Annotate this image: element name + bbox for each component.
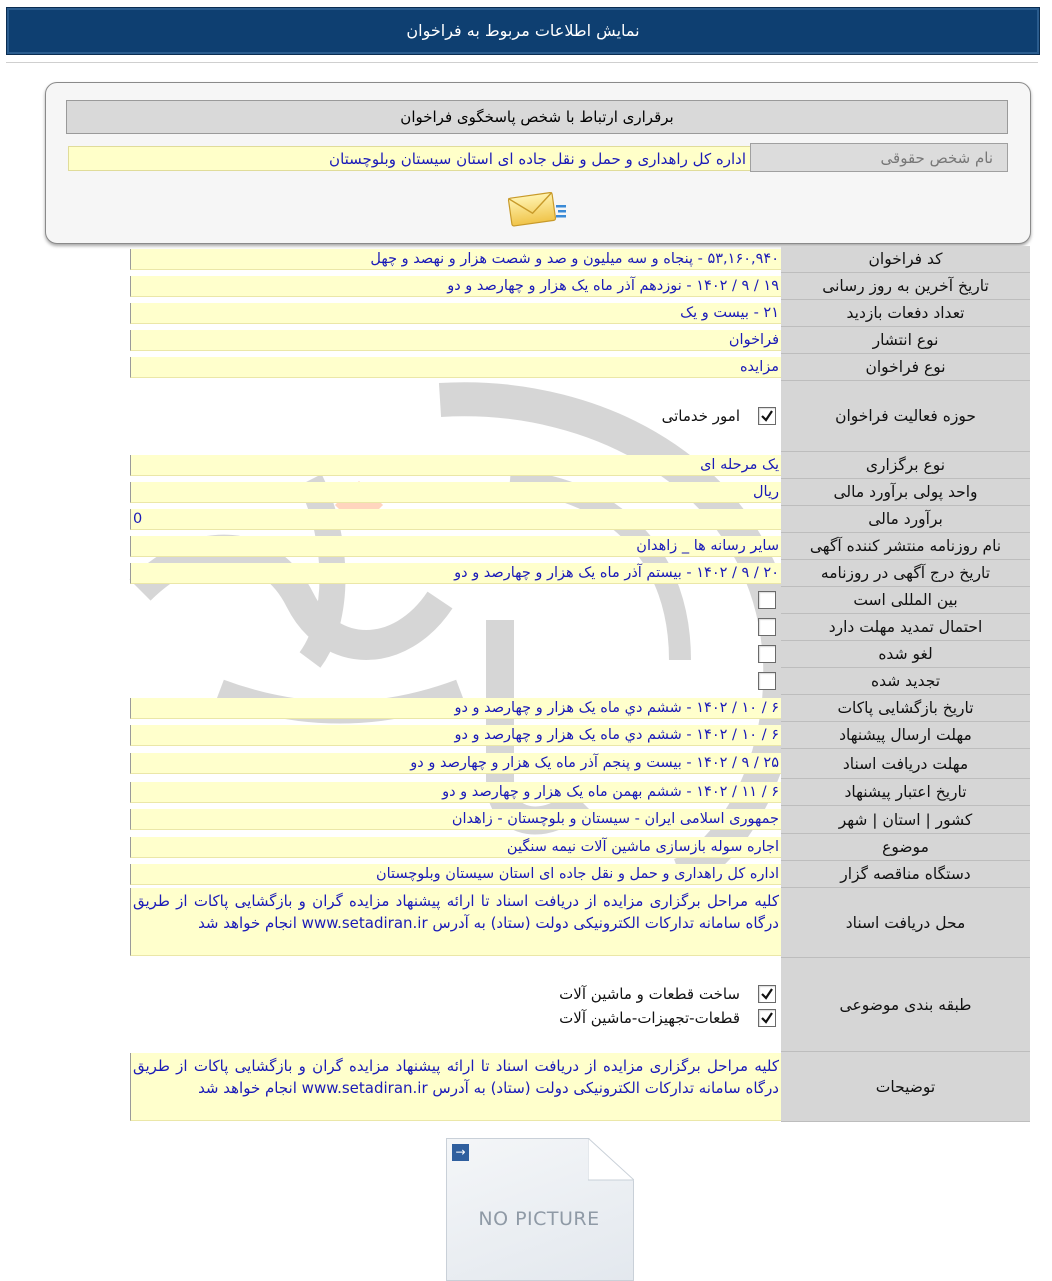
- description-label: توضیحات: [781, 1052, 1030, 1122]
- international-checkbox[interactable]: [758, 591, 776, 609]
- extended-label: تجدید شده: [781, 668, 1030, 695]
- location-label: کشور | استان | شهر: [781, 806, 1030, 834]
- category-checkbox-1[interactable]: [758, 985, 776, 1003]
- last-update-value: ۱۹ / ۹ / ۱۴۰۲ - نوزدهم آذر ماه یک هزار و چهارصد و دو: [130, 276, 781, 297]
- newspaper-date-value: ۲۰ / ۹ / ۱۴۰۲ - بیستم آذر ماه یک هزار و چهارصد و دو: [130, 563, 781, 584]
- docs-place-value: کلیه مراحل برگزاری مزایده از دریافت اسناد تا ارائه پیشنهاد مزایده گران و بازگشایی پاکات از طریق درگاه سامانه تدارکات الکترونیکی دولت (ستاد) به آدرس www.setadiran.ir انجام خواهد شد: [130, 888, 781, 956]
- opening-date-label: تاریخ بازگشایی پاکات: [781, 695, 1030, 722]
- subject-label: موضوع: [781, 834, 1030, 861]
- code-value: ۵۳,۱۶۰,۹۴۰ - پنجاه و سه میلیون و صد و شصت هزار و نهصد و چهل: [130, 249, 781, 270]
- check-icon: [760, 409, 774, 423]
- newspaper-value: سایر رسانه ها _ زاهدان: [130, 536, 781, 557]
- publish-type-label: نوع انتشار: [781, 327, 1030, 354]
- submit-deadline-value: ۶ / ۱۰ / ۱۴۰۲ - ششم دي ماه یک هزار و چهارصد و دو: [130, 725, 781, 746]
- contact-heading: برقراری ارتباط با شخص پاسخگوی فراخوان: [66, 100, 1008, 134]
- publish-type-value: فراخوان: [130, 330, 781, 351]
- check-icon: [760, 987, 774, 1001]
- visits-value: ۲۱ - بیست و یک: [130, 303, 781, 324]
- docs-place-label: محل دریافت اسناد: [781, 888, 1030, 958]
- organizer-value: اداره کل راهداری و حمل و نقل جاده ای استان سیستان وبلوچستان: [130, 864, 781, 885]
- holding-type-label: نوع برگزاری: [781, 452, 1030, 479]
- extension-possible-label: احتمال تمدید مهلت دارد: [781, 614, 1030, 641]
- email-icon[interactable]: [506, 187, 570, 231]
- validity-date-value: ۶ / ۱۱ / ۱۴۰۲ - ششم بهمن ماه یک هزار و چهارصد و دو: [130, 782, 781, 803]
- currency-value: ریال: [130, 482, 781, 503]
- newspaper-date-label: تاریخ درج آگهی در روزنامه: [781, 560, 1030, 587]
- estimate-value: 0: [130, 509, 781, 530]
- extension-possible-checkbox[interactable]: [758, 618, 776, 636]
- cancelled-label: لغو شده: [781, 641, 1030, 668]
- location-value: جمهوری اسلامی ایران - سیستان و بلوچستان - زاهدان: [130, 809, 781, 830]
- divider: [6, 62, 1038, 63]
- currency-label: واحد پولی برآورد مالی: [781, 479, 1030, 506]
- page-title: نمایش اطلاعات مربوط به فراخوان: [406, 21, 640, 40]
- enter-arrow-icon[interactable]: →: [452, 1144, 469, 1161]
- holding-type-value: یک مرحله ای: [130, 455, 781, 476]
- cancelled-checkbox[interactable]: [758, 645, 776, 663]
- code-label: کد فراخوان: [781, 246, 1030, 273]
- organizer-label: دستگاه مناقصه گزار: [781, 861, 1030, 888]
- no-picture-text: NO PICTURE: [478, 1208, 600, 1230]
- docs-deadline-value: ۲۵ / ۹ / ۱۴۰۲ - بیست و پنجم آذر ماه یک هزار و چهارصد و دو: [130, 753, 781, 774]
- activity-area-label: حوزه فعالیت فراخوان: [781, 381, 1030, 452]
- visits-label: تعداد دفعات بازدید: [781, 300, 1030, 327]
- legal-name-label: نام شخص حقوقی: [750, 143, 1008, 172]
- check-icon: [760, 1011, 774, 1025]
- category-label: طبقه بندی موضوعی: [781, 958, 1030, 1052]
- activity-area-checkbox[interactable]: [758, 407, 776, 425]
- submit-deadline-label: مهلت ارسال پیشنهاد: [781, 722, 1030, 749]
- call-type-label: نوع فراخوان: [781, 354, 1030, 381]
- contact-panel: [45, 82, 1031, 244]
- call-type-value: مزایده: [130, 357, 781, 378]
- page-fold-icon: [588, 1138, 634, 1182]
- last-update-label: تاریخ آخرین به روز رسانی: [781, 273, 1030, 300]
- estimate-label: برآورد مالی: [781, 506, 1030, 533]
- subject-value: اجاره سوله بازسازی ماشین آلات نیمه سنگین: [130, 837, 781, 858]
- category-option-2: قطعات-تجهیزات-ماشین آلات: [559, 1009, 740, 1027]
- description-value: کلیه مراحل برگزاری مزایده از دریافت اسناد تا ارائه پیشنهاد مزایده گران و بازگشایی پاکات از طریق درگاه سامانه تدارکات الکترونیکی دولت (ستاد) به آدرس www.setadiran.ir انجام خواهد شد: [130, 1053, 781, 1121]
- validity-date-label: تاریخ اعتبار پیشنهاد: [781, 779, 1030, 806]
- category-option-1: ساخت قطعات و ماشین آلات: [559, 985, 740, 1003]
- docs-deadline-label: مهلت دریافت اسناد: [781, 749, 1030, 779]
- extended-checkbox[interactable]: [758, 672, 776, 690]
- newspaper-label: نام روزنامه منتشر کننده آگهی: [781, 533, 1030, 560]
- activity-area-option: امور خدماتی: [661, 407, 740, 425]
- page-title-bar: [6, 7, 1040, 55]
- opening-date-value: ۶ / ۱۰ / ۱۴۰۲ - ششم دي ماه یک هزار و چهارصد و دو: [130, 698, 781, 719]
- legal-name-value: اداره کل راهداری و حمل و نقل جاده ای استان سیستان وبلوچستان: [68, 146, 750, 171]
- international-label: بین المللی است: [781, 587, 1030, 614]
- category-checkbox-2[interactable]: [758, 1009, 776, 1027]
